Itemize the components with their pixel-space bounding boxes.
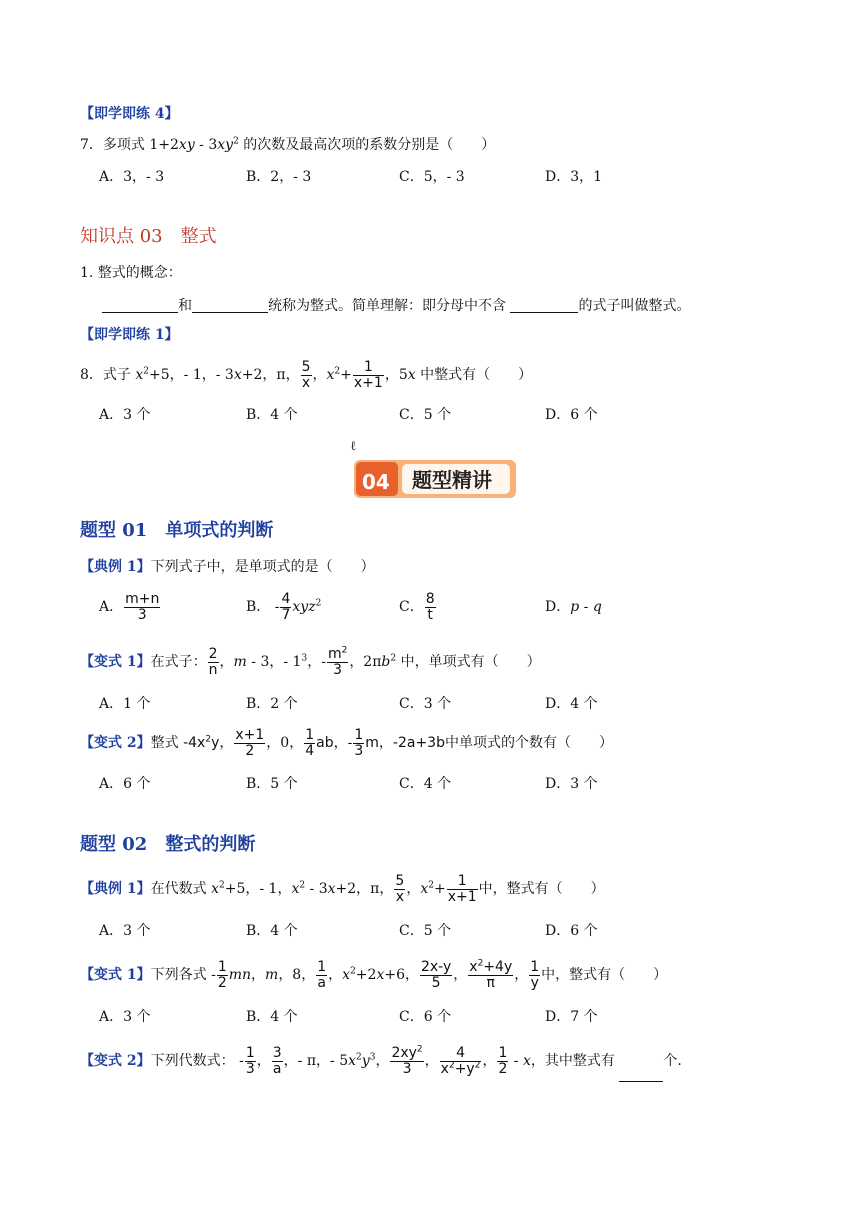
option-d[interactable]: D．3，1 <box>545 169 603 185</box>
variant-2: 【变式 2】整式 $-4x^2y$， $\frac{x+1}{2}$ ，0， $\frac{1}{4}$ ab，- $\frac{1}{3}$ m，-2a+3b中单项式的个数有（ ） <box>80 726 613 759</box>
blank-2[interactable] <box>192 298 268 313</box>
option-a[interactable]: A．3 个 <box>99 1009 151 1025</box>
option-b[interactable]: B．4 个 <box>246 407 298 423</box>
question-7 <box>80 138 495 152</box>
blank-3[interactable] <box>510 298 578 313</box>
type-title: 题型 02 整式的判断 <box>80 834 256 855</box>
question-8: 8．式子 $x^2+5$，- 1，- 3x+2，π， $\frac{5}{x}$ ，$x^2+$ $\frac{1}{x+1}$ ，5x 中整式有（ ） <box>80 358 533 391</box>
option-a[interactable]: A．3，- 3 <box>99 169 165 185</box>
option-b[interactable]: B．5 个 <box>246 776 298 792</box>
option-d[interactable]: D．3 个 <box>545 776 598 792</box>
option-d[interactable]: D．4 个 <box>545 696 598 712</box>
question-number: 7． <box>80 137 103 153</box>
option-c[interactable]: C．4 个 <box>399 776 452 792</box>
concept-sentence: 和 统称为整式。简单理解：即分母中不含 的式子叫做整式。 <box>102 298 690 313</box>
option-b[interactable]: B． - $\frac{4}{7}$ xyz$^2$ <box>246 590 322 623</box>
knowledge-title: 知识点 03 整式 <box>80 226 217 247</box>
option-b[interactable]: B．4 个 <box>246 923 298 939</box>
blank-1[interactable] <box>102 298 178 313</box>
option-c[interactable]: C． $\frac{8}{t}$ <box>399 590 435 623</box>
variant-4: 【变式 2】下列代数式： - $\frac{1}{3}$ ， $\frac{3}{a}$ ，- π，- $5x^2y^3$， $\frac{2xy^2}{3}$ ， $\frac{4}{x^2+y^2}$ ， $\frac{1}{2}$ - x，其中整式有 个. <box>80 1040 682 1082</box>
option-b[interactable]: B．2 个 <box>246 696 298 712</box>
option-d[interactable]: D．7 个 <box>545 1009 598 1025</box>
badge-text: 题型精讲 <box>412 468 492 492</box>
curl-icon: ℓ <box>350 439 357 454</box>
option-a[interactable]: A．1 个 <box>99 696 151 712</box>
practice-heading: 【即学即练 1】 <box>80 327 179 343</box>
option-c[interactable]: C．5，- 3 <box>399 169 465 185</box>
option-c[interactable]: C．3 个 <box>399 696 452 712</box>
answer-blank[interactable] <box>619 1067 663 1082</box>
option-d[interactable]: D．6 个 <box>545 923 598 939</box>
option-d[interactable]: D．p - q <box>545 599 602 615</box>
badge-number: 04 <box>362 470 390 494</box>
example-2: 【典例 1】在代数式 $x^2+5$，- 1，$x^2 - 3x+2$，π， $\frac{5}{x}$ ，$x^2+$ $\frac{1}{x+1}$ 中，整式有（ ） <box>80 872 605 905</box>
option-c[interactable]: C．5 个 <box>399 923 452 939</box>
option-a[interactable]: A．6 个 <box>99 776 151 792</box>
option-c[interactable]: C．5 个 <box>399 407 452 423</box>
fraction: $\frac{5}{x}$ <box>301 358 311 391</box>
option-d[interactable]: D．6 个 <box>545 407 598 423</box>
type-title: 题型 01 单项式的判断 <box>80 520 274 541</box>
option-a[interactable]: A． $\frac{m+n}{3}$ <box>99 590 160 623</box>
option-b[interactable]: B．2，- 3 <box>246 169 312 185</box>
practice-heading: 【即学即练 4】 <box>80 106 179 122</box>
question-text: 多项式 $1+2xy - 3xy^2$ 的次数及最高次项的系数分别是（ ） <box>102 136 496 153</box>
option-b[interactable]: B．4 个 <box>246 1009 298 1025</box>
variant-1: 【变式 1】在式子： $\frac{2}{n}$ ，m - 3，- $1^3$，- $\frac{m^2}{3}$ ，$2\pi b^2$ 中，单项式有（ ） <box>80 645 541 678</box>
option-a[interactable]: A．3 个 <box>99 923 151 939</box>
fraction: $\frac{1}{x+1}$ <box>353 358 383 391</box>
concept-label: 1. 整式的概念： <box>80 265 182 281</box>
option-a[interactable]: A．3 个 <box>99 407 151 423</box>
variant-3: 【变式 1】下列各式 - $\frac{1}{2}$ mn，m，8， $\frac{1}{a}$ ，$x^2+2x+6$， $\frac{2x-y}{5}$ ， $\frac{x^2+4y}{\pi}$ ， $\frac{1}{y}$ 中，整式有（ ） <box>80 958 668 991</box>
option-c[interactable]: C．6 个 <box>399 1009 452 1025</box>
section-badge <box>354 456 518 498</box>
example-1: 【典例 1】下列式子中，是单项式的是（ ） <box>80 559 375 575</box>
